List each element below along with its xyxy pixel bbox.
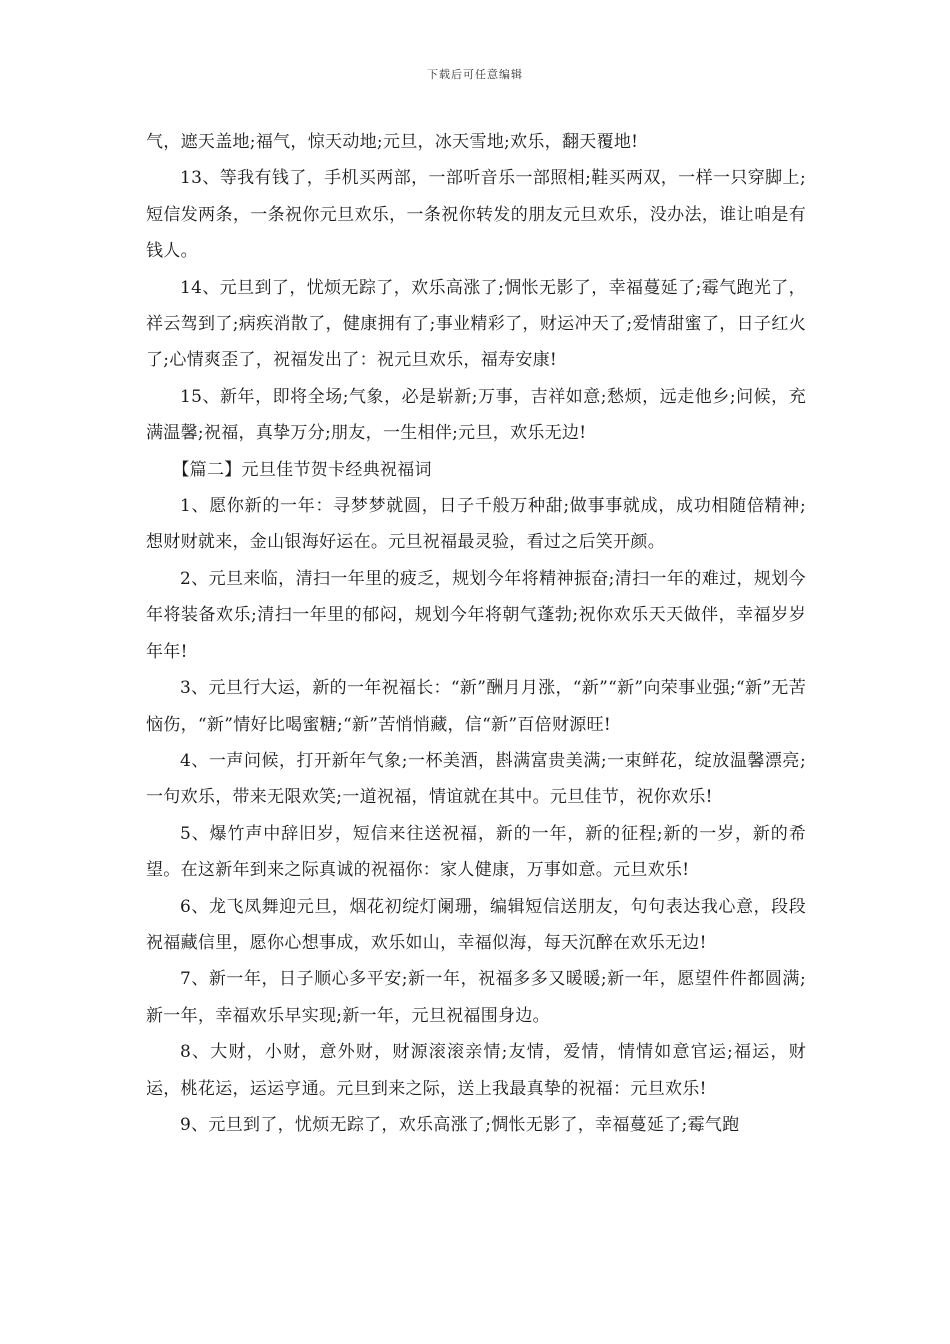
page-header: 下载后可任意编辑 [427, 68, 523, 81]
document-body [146, 124, 806, 1143]
paragraph-2: 2、元旦来临，清扫一年里的疲乏，规划今年将精神振奋;清扫一年的难过，规划今年将装备欢乐;清扫一年里的郁闷，规划今年将朝气蓬勃;祝你欢乐天天做伴，幸福岁岁年年! [146, 568, 806, 662]
paragraph-14: 14、元旦到了，忧烦无踪了，欢乐高涨了;惆怅无影了，幸福蔓延了;霉气跑光了，祥云驾到了;病疾消散了，健康拥有了;事业精彩了，财运冲天了;爱情甜蜜了，日子红火了;心情爽歪了，祝福发出了：祝元旦欢乐，福寿安康! [146, 277, 806, 371]
paragraph-continuation: 气，遮天盖地;福气，惊天动地;元旦，冰天雪地;欢乐，翻天覆地! [146, 132, 639, 152]
paragraph-9: 9、元旦到了，忧烦无踪了，欢乐高涨了;惆怅无影了，幸福蔓延了;霉气跑 [180, 1114, 740, 1135]
paragraph-1: 1、愿你新的一年：寻梦梦就圆，日子千般万种甜;做事事就成，成功相随倍精神;想财财就来，金山银海好运在。元旦祝福最灵验，看过之后笑开颜。 [146, 496, 806, 553]
section-heading: 【篇二】元旦佳节贺卡经典祝福词 [172, 459, 432, 480]
paragraph-8: 8、大财，小财，意外财，财源滚滚亲情;友情，爱情，情情如意官运;福运，财运，桃花运，运运亨通。元旦到来之际，送上我最真挚的祝福：元旦欢乐! [146, 1042, 806, 1099]
paragraph-13: 13、等我有钱了，手机买两部，一部听音乐一部照相;鞋买两双，一样一只穿脚上;短信发两条，一条祝你元旦欢乐，一条祝你转发的朋友元旦欢乐，没办法，谁让咱是有钱人。 [146, 168, 806, 262]
paragraph-7: 7、新一年，日子顺心多平安;新一年，祝福多多又暖暖;新一年，愿望件件都圆满;新一年，幸福欢乐早实现;新一年，元旦祝福围身边。 [146, 969, 806, 1026]
paragraph-3: 3、元旦行大运，新的一年祝福长：“新”酬月月涨，“新”“新”向荣事业强;“新”无苦恼伤，“新”情好比喝蜜糖;“新”苦悄悄藏，信“新”百倍财源旺! [146, 678, 806, 735]
paragraph-15: 15、新年，即将全场;气象，必是崭新;万事，吉祥如意;愁烦，远走他乡;问候，充满温馨;祝福，真挚万分;朋友，一生相伴;元旦，欢乐无边! [146, 386, 806, 444]
paragraph-5: 5、爆竹声中辞旧岁，短信来往送祝福，新的一年，新的征程;新的一岁，新的希望。在这新年到来之际真诚的祝福你：家人健康，万事如意。元旦欢乐! [146, 823, 806, 881]
paragraph-4: 4、一声问候，打开新年气象;一杯美酒，斟满富贵美满;一束鲜花，绽放温馨漂亮;一句欢乐，带来无限欢笑;一道祝福，情谊就在其中。元旦佳节，祝你欢乐! [146, 750, 806, 808]
paragraph-6: 6、龙飞凤舞迎元旦，烟花初绽灯阑珊，编辑短信送朋友，句句表达我心意，段段祝福藏信里，愿你心想事成，欢乐如山，幸福似海，每天沉醉在欢乐无边! [146, 896, 806, 953]
